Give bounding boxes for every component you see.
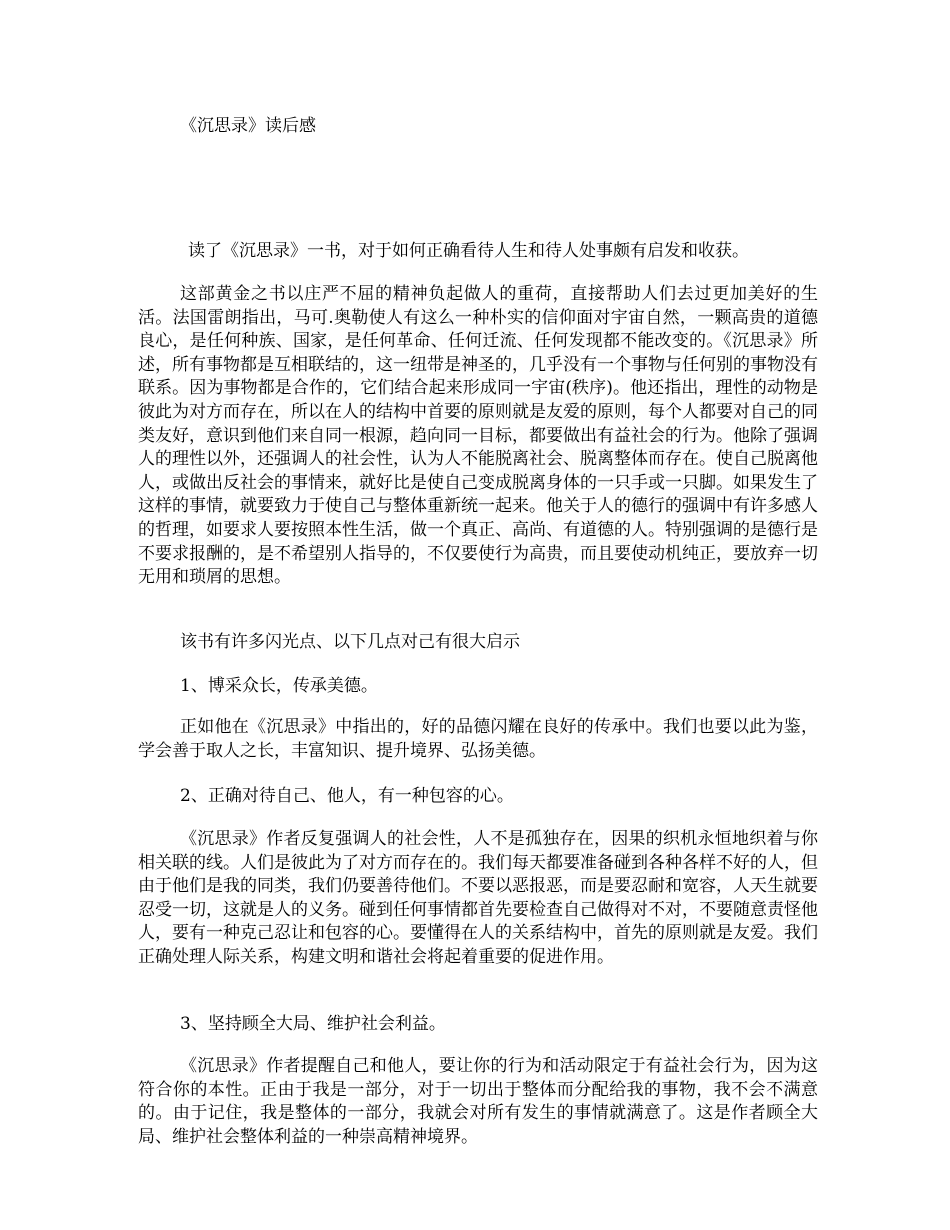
section-heading-2: 2、正确对待自己、他人，有一种包容的心。	[180, 786, 514, 806]
section-heading-3: 3、坚持顾全大局、维护社会利益。	[180, 1014, 446, 1034]
section-paragraph-3: 《沉思录》作者提醒自己和他人，要让你的行为和活动限定于有益社会行为，因为这符合你的本性。正由于我是一部分，对于一切出于整体而分配给我的事物，我不会不满意的。由于记住，我是整体的一部分，我就会对所有发生的事情就满意了。这是作者顾全大局、维护社会整体利益的一种崇高精神境界。	[138, 1056, 818, 1147]
section-paragraph-2: 《沉思录》作者反复强调人的社会性，人不是孤独存在，因果的织机永恒地织着与你相关联的线。人们是彼此为了对方而存在的。我们每天都要准备碰到各种各样不好的人，但由于他们是我的同类，我们仍要善待他们。不要以恶报恶，而是要忍耐和宽容，人天生就要忍受一切，这就是人的义务。碰到任何事情都首先要检查自己做得对不对，不要随意责怪他人，要有一种克己忍让和包容的心。要懂得在人的关系结构中，首先的原则就是友爱。我们正确处理人际关系，构建文明和谐社会将起着重要的促进作用。	[138, 829, 818, 967]
paragraph-main: 这部黄金之书以庄严不屈的精神负起做人的重荷，直接帮助人们去过更加美好的生活。法国雷朗指出，马可.奥勒使人有这么一种朴实的信仰面对宇宙自然，一颗高贵的道德良心，是任何种族、国家，是任何革命、任何迁流、任何发现都不能改变的。《沉思录》所述，所有事物都是互相联结的，这一纽带是神圣的，几乎没有一个事物与任何别的事物没有联系。因为事物都是合作的，它们结合起来形成同一宇宙(秩序)。他还指出，理性的动物是彼此为对方而存在，所以在人的结构中首要的原则就是友爱的原则，每个人都要对自己的同类友好，意识到他们来自同一根源，趋向同一目标，都要做出有益社会的行为。他除了强调人的理性以外，还强调人的社会性，认为人不能脱离社会、脱离整体而存在。使自己脱离他人，或做出反社会的事情来，就好比是使自己变成脱离身体的一只手或一只脚。如果发生了这样的事情，就要致力于使自己与整体重新统一起来。他关于人的德行的强调中有许多感人的哲理，如要求人要按照本性生活，做一个真正、高尚、有道德的人。特别强调的是德行是不要求报酬的，是不希望别人指导的，不仅要使行为高贵，而且要使动机纯正，要放弃一切无用和琐屑的思想。	[138, 284, 818, 588]
section-paragraph-1: 正如他在《沉思录》中指出的，好的品德闪耀在良好的传承中。我们也要以此为鉴，学会善于取人之长，丰富知识、提升境界、弘扬美德。	[138, 717, 818, 761]
document-title: 《沉思录》读后感	[180, 116, 316, 136]
highlights-intro: 该书有许多闪光点、以下几点对己有很大启示	[180, 632, 520, 652]
intro-paragraph: 读了《沉思录》一书，对于如何正确看待人生和待人处事颇有启发和收获。	[188, 241, 749, 261]
section-heading-1: 1、博采众长，传承美德。	[180, 676, 378, 696]
